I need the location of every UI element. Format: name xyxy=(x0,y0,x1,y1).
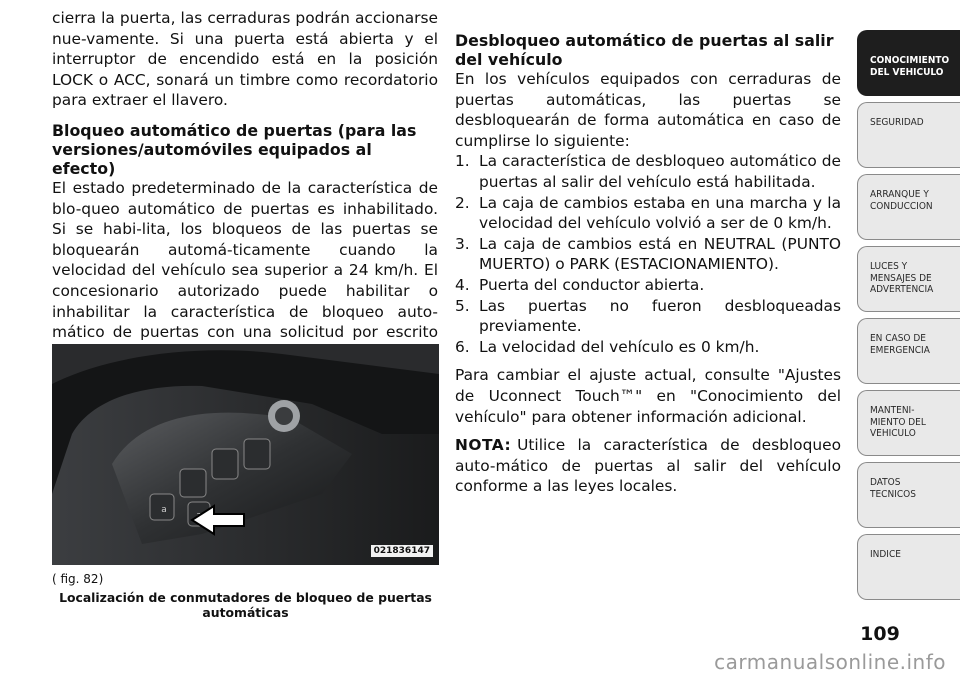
right-column xyxy=(455,31,841,497)
section-heading-auto-unlock: Desbloqueo automático de puertas al salir del vehículo xyxy=(455,31,834,69)
conditions-list xyxy=(455,151,841,357)
tab-label: ARRANQUE Y CONDUCCION xyxy=(870,189,933,212)
door-panel-illustration xyxy=(52,344,439,565)
tab-label: DATOS TECNICOS xyxy=(870,477,916,500)
auto-unlock-intro: En los vehículos equipados con cerraduras de puertas automáticas, las puertas se desbloquearán de forma automática en caso de cumplirse lo siguiente: xyxy=(455,70,841,150)
tab-seguridad[interactable] xyxy=(857,102,960,168)
list-item xyxy=(455,337,841,358)
tab-datos-tecnicos[interactable] xyxy=(857,462,960,528)
tab-arranque-y-conduccion[interactable] xyxy=(857,174,960,240)
left-column xyxy=(52,8,438,384)
tab-conocimiento-del-vehiculo[interactable] xyxy=(857,30,960,96)
list-number: 1. xyxy=(455,152,470,171)
list-item xyxy=(455,275,841,296)
list-number: 2. xyxy=(455,193,470,212)
note-text: Utilice la característica de desbloqueo auto-mático de puertas al salir del vehículo conforme a las leyes locales. xyxy=(455,436,841,496)
list-text: La característica de desbloqueo automático de puertas al salir del vehículo está habilitada. xyxy=(479,152,841,191)
tab-label: EN CASO DE EMERGENCIA xyxy=(870,333,930,356)
note-label: NOTA: xyxy=(455,436,512,455)
chapter-tabs xyxy=(857,30,960,606)
note-paragraph xyxy=(455,435,841,497)
figure-reference: ( fig. 82) xyxy=(52,572,104,586)
list-number: 4. xyxy=(455,275,470,294)
list-text: La caja de cambios está en NEUTRAL (PUNTO MUERTO) o PARK (ESTACIONAMIENTO). xyxy=(479,234,841,274)
section-heading-auto-lock: Bloqueo automático de puertas (para las versiones/automóviles equipados al efecto) xyxy=(52,120,417,178)
list-text: La velocidad del vehículo es 0 km/h. xyxy=(479,337,760,356)
tab-label: INDICE xyxy=(870,549,901,560)
tab-mantenimiento[interactable] xyxy=(857,390,960,456)
list-item xyxy=(455,296,841,337)
page-number: 109 xyxy=(860,623,900,645)
list-number: 5. xyxy=(455,296,470,315)
tab-indice[interactable] xyxy=(857,534,960,600)
list-item xyxy=(455,151,841,192)
tab-en-caso-de-emergencia[interactable] xyxy=(857,318,960,384)
settings-paragraph: Para cambiar el ajuste actual, consulte "Ajustes de Uconnect Touch™" en "Conocimiento del vehículo" para obtener información adicional. xyxy=(455,366,841,426)
list-item xyxy=(455,234,841,275)
list-item xyxy=(455,193,841,234)
tab-label: MANTENI- MIENTO DEL VEHICULO xyxy=(870,405,926,439)
list-number: 6. xyxy=(455,337,470,356)
auto-lock-paragraph: El estado predeterminado de la característica de blo-queo automático de puertas es inhabilitado. Si se habi-lita, los bloqueos de las puertas se bloquearán automá-ticamente cuando la velocidad del vehículo sea superior a 24 km/h. El concesionario autorizado puede habilitar o inhabilitar la característica de bloqueo auto-mático de puertas con una solicitud por escrito xyxy=(52,178,438,342)
list-number: 3. xyxy=(455,234,470,253)
list-text: Las puertas no fueron desbloqueadas previamente. xyxy=(479,296,841,336)
door-switch-figure xyxy=(52,344,439,565)
figure-code: 021836147 xyxy=(371,545,433,557)
tab-luces-y-mensajes[interactable] xyxy=(857,246,960,312)
intro-paragraph: cierra la puerta, las cerraduras podrán accionarse nue-vamente. Si una puerta está abierta y el interruptor de encendido está en la posición LOCK o ACC, sonará un timbre como recordatorio para extraer el llavero. xyxy=(52,9,438,110)
list-text: Puerta del conductor abierta. xyxy=(479,275,705,294)
svg-text:a: a xyxy=(161,505,167,515)
tab-label: CONOCIMIENTO DEL VEHICULO xyxy=(870,55,950,78)
list-text: La caja de cambios estaba en una marcha y la velocidad del vehículo volvió a ser de 0 km/h. xyxy=(479,193,841,233)
tab-label: SEGURIDAD xyxy=(870,117,924,128)
watermark: carmanualsonline.info xyxy=(714,650,946,674)
figure-caption: Localización de conmutadores de bloqueo de puertas automáticas xyxy=(59,590,432,620)
tab-label: LUCES Y MENSAJES DE ADVERTENCIA xyxy=(870,261,934,295)
